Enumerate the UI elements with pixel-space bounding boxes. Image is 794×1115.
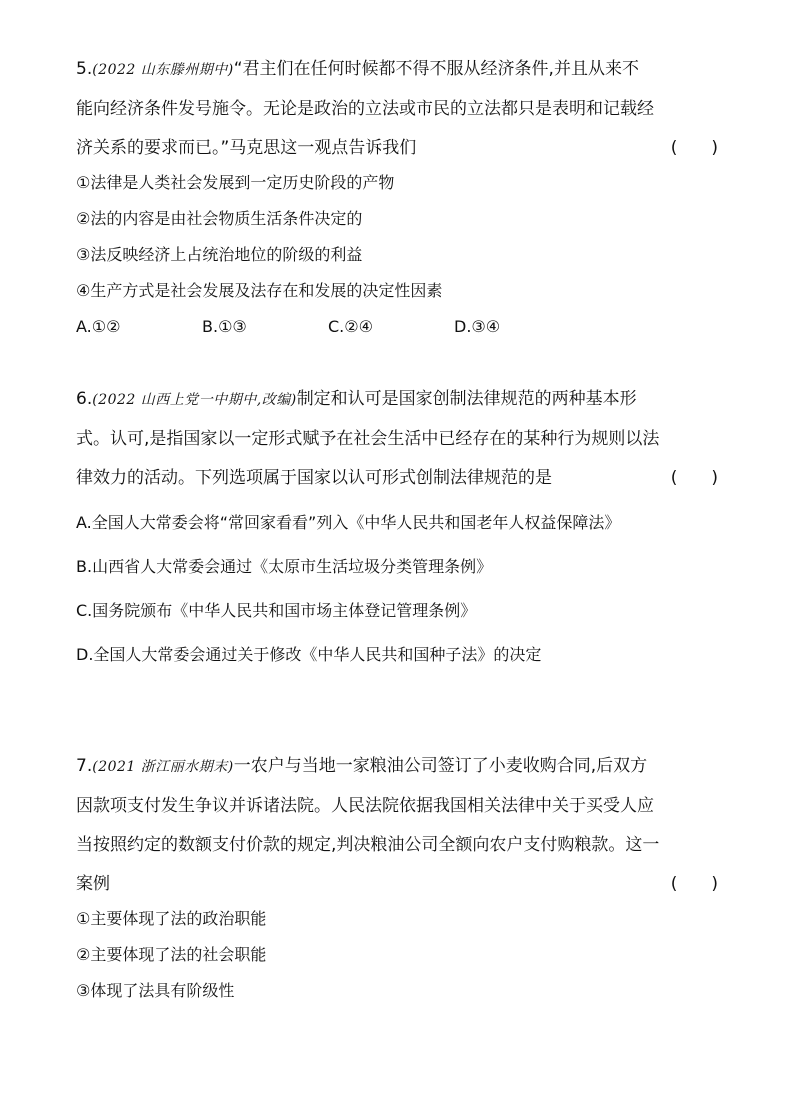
answer-blank[interactable]: ( ) (670, 468, 718, 488)
question-5-stem-line-3 (76, 137, 718, 160)
stem-text: 制定和认可是国家创制法律规范的两种基本形 (296, 389, 637, 409)
answer-blank[interactable]: ( ) (670, 138, 718, 158)
question-6-stem-line-3 (76, 467, 718, 490)
statement-1: ①法律是人类社会发展到一定历史阶段的产物 (76, 173, 395, 192)
statement-2: ②法的内容是由社会物质生活条件决定的 (76, 209, 363, 228)
choice-c[interactable]: C.国务院颁布《中华人民共和国市场主体登记管理条例》 (76, 601, 477, 620)
statement-2: ②主要体现了法的社会职能 (76, 945, 267, 964)
question-5-stem-line-1 (76, 58, 718, 82)
choice-list (76, 316, 718, 338)
question-7-stem-line-1 (76, 755, 718, 779)
stem-text: 式。认可,是指国家以一定形式赋予在社会生活中已经存在的某种行为规则以法 (76, 429, 660, 449)
stem-text: 案例 (76, 874, 110, 894)
choice-d[interactable]: D.全国人大常委会通过关于修改《中华人民共和国种子法》的决定 (76, 645, 542, 664)
choice-b[interactable]: B.①③ (202, 317, 247, 336)
choice-a[interactable]: A.①② (76, 317, 121, 336)
stem-text: 一农户与当地一家粮油公司签订了小麦收购合同,后双方 (233, 756, 648, 776)
question-6 (76, 388, 718, 688)
question-number: 5. (76, 59, 93, 79)
stem-text: 因款项支付发生争议并诉诸法院。人民法院依据我国相关法律中关于买受人应 (76, 796, 654, 816)
stem-text: 能向经济条件发号施令。无论是政治的立法或市民的立法都只是表明和记载经 (76, 99, 654, 119)
question-number: 7. (76, 756, 93, 776)
question-source: (2021 浙江丽水期末) (92, 759, 234, 775)
question-5-stem-line-2 (76, 98, 718, 121)
choice-d[interactable]: D.③④ (454, 317, 501, 336)
question-5 (76, 58, 718, 338)
question-6-stem-line-1 (76, 388, 718, 412)
question-7-stem-line-4 (76, 873, 718, 896)
question-7-stem-line-3 (76, 834, 718, 857)
answer-blank[interactable]: ( ) (670, 874, 718, 894)
stem-text: 济关系的要求而已。”马克思这一观点告诉我们 (76, 138, 417, 158)
statement-4: ④生产方式是社会发展及法存在和发展的决定性因素 (76, 281, 443, 300)
stem-text: 当按照约定的数额支付价款的规定,判决粮油公司全额向农户支付购粮款。这一 (76, 835, 660, 855)
question-6-stem-line-2 (76, 428, 718, 451)
question-source: (2022 山东滕州期中) (92, 62, 234, 78)
question-7-stem-line-2 (76, 795, 718, 818)
choice-a[interactable]: A.全国人大常委会将“常回家看看”列入《中华人民共和国老年人权益保障法》 (76, 513, 621, 532)
question-source: (2022 山西上党一中期中,改编) (92, 392, 297, 408)
stem-text: “君主们在任何时候都不得不服从经济条件,并且从来不 (233, 59, 639, 79)
stem-text: 律效力的活动。下列选项属于国家以认可形式创制法律规范的是 (76, 468, 552, 488)
statement-1: ①主要体现了法的政治职能 (76, 909, 267, 928)
choice-b[interactable]: B.山西省人大常委会通过《太原市生活垃圾分类管理条例》 (76, 557, 493, 576)
choice-c[interactable]: C.②④ (328, 317, 373, 336)
statement-3: ③体现了法具有阶级性 (76, 981, 235, 1000)
statement-3: ③法反映经济上占统治地位的阶级的利益 (76, 245, 363, 264)
question-number: 6. (76, 389, 93, 409)
question-7 (76, 755, 718, 1016)
